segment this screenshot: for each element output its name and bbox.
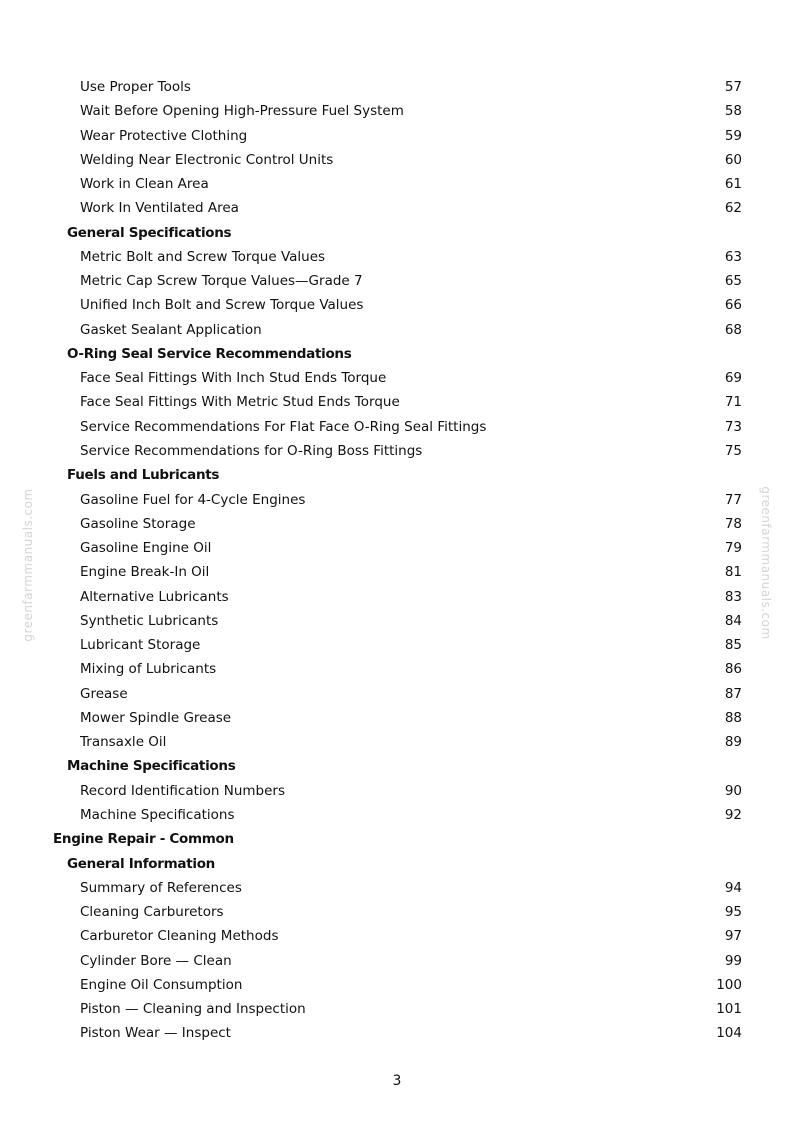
toc-entry-title: Gasoline Storage bbox=[80, 515, 196, 532]
toc-chapter-heading[interactable] bbox=[0, 827, 794, 851]
toc-entry[interactable] bbox=[0, 973, 794, 997]
toc-entry[interactable] bbox=[0, 924, 794, 948]
toc-entry[interactable] bbox=[0, 706, 794, 730]
toc-entry-page: 86 bbox=[724, 661, 742, 678]
toc-entry-title: Service Recommendations For Flat Face O-Ring Seal Fittings bbox=[80, 418, 487, 435]
toc-entry[interactable] bbox=[0, 876, 794, 900]
toc-entry[interactable] bbox=[0, 997, 794, 1021]
toc-entry-page: 59 bbox=[724, 127, 742, 144]
toc-entry-page: 87 bbox=[724, 685, 742, 702]
toc-entry-page: 77 bbox=[724, 491, 742, 508]
toc-entry-page: 99 bbox=[724, 952, 742, 969]
toc-entry-title: Work In Ventilated Area bbox=[80, 200, 239, 217]
toc-entry-title: Face Seal Fittings With Inch Stud Ends Torque bbox=[80, 370, 387, 387]
table-of-contents bbox=[0, 75, 794, 1046]
toc-entry-title: Engine Break-In Oil bbox=[80, 564, 210, 581]
toc-entry-title: Mixing of Lubricants bbox=[80, 661, 217, 678]
toc-entry[interactable] bbox=[0, 900, 794, 924]
toc-entry-title: Summary of References bbox=[80, 879, 242, 896]
toc-entry[interactable] bbox=[0, 633, 794, 657]
toc-entry[interactable] bbox=[0, 585, 794, 609]
toc-entry-title: General Specifications bbox=[67, 224, 232, 241]
toc-entry[interactable] bbox=[0, 196, 794, 220]
toc-entry-title: Mower Spindle Grease bbox=[80, 709, 232, 726]
toc-entry-page: 78 bbox=[724, 515, 742, 532]
toc-entry-page: 73 bbox=[724, 418, 742, 435]
toc-entry-title: Gasoline Fuel for 4-Cycle Engines bbox=[80, 491, 306, 508]
toc-entry-title: Machine Specifications bbox=[80, 806, 235, 823]
toc-entry[interactable] bbox=[0, 949, 794, 973]
toc-entry-title: Record Identification Numbers bbox=[80, 782, 286, 799]
toc-entry[interactable] bbox=[0, 99, 794, 123]
toc-entry[interactable] bbox=[0, 293, 794, 317]
toc-entry[interactable] bbox=[0, 536, 794, 560]
toc-entry-title: Transaxle Oil bbox=[80, 734, 167, 751]
toc-entry[interactable] bbox=[0, 75, 794, 99]
toc-entry-page: 83 bbox=[724, 588, 742, 605]
toc-entry-title: Welding Near Electronic Control Units bbox=[80, 151, 334, 168]
toc-entry-page: 81 bbox=[724, 564, 742, 581]
toc-entry-page: 65 bbox=[724, 273, 742, 290]
toc-entry-title: Service Recommendations for O-Ring Boss Fittings bbox=[80, 442, 423, 459]
toc-entry-page: 85 bbox=[724, 637, 742, 654]
toc-entry-page: 97 bbox=[724, 928, 742, 945]
toc-section-heading[interactable] bbox=[0, 852, 794, 876]
toc-section-heading[interactable] bbox=[0, 221, 794, 245]
toc-entry-page: 69 bbox=[724, 370, 742, 387]
toc-section-heading[interactable] bbox=[0, 754, 794, 778]
toc-entry-page: 90 bbox=[724, 782, 742, 799]
toc-entry-page: 75 bbox=[724, 442, 742, 459]
toc-entry-title: General Information bbox=[67, 855, 215, 872]
toc-entry-page: 61 bbox=[724, 176, 742, 193]
toc-entry-page: 71 bbox=[724, 394, 742, 411]
toc-entry[interactable] bbox=[0, 560, 794, 584]
watermark-left: greenfarmmanuals.com bbox=[21, 488, 35, 642]
toc-entry-page: 58 bbox=[724, 103, 742, 120]
toc-entry[interactable] bbox=[0, 124, 794, 148]
page-number: 3 bbox=[392, 1073, 402, 1089]
toc-entry[interactable] bbox=[0, 803, 794, 827]
toc-entry-page: 101 bbox=[716, 1001, 742, 1018]
toc-entry-page: 79 bbox=[724, 540, 742, 557]
toc-entry-page: 94 bbox=[724, 879, 742, 896]
toc-entry-page: 62 bbox=[724, 200, 742, 217]
toc-entry[interactable] bbox=[0, 657, 794, 681]
toc-entry-title: Alternative Lubricants bbox=[80, 588, 229, 605]
toc-entry-title: Cylinder Bore — Clean bbox=[80, 952, 232, 969]
toc-entry-page: 60 bbox=[724, 151, 742, 168]
toc-entry-page: 66 bbox=[724, 297, 742, 314]
toc-entry[interactable] bbox=[0, 366, 794, 390]
toc-entry-title: Grease bbox=[80, 685, 128, 702]
toc-entry-title: Wear Protective Clothing bbox=[80, 127, 248, 144]
toc-entry-title: Gasket Sealant Application bbox=[80, 321, 262, 338]
toc-entry-title: Metric Cap Screw Torque Values—Grade 7 bbox=[80, 273, 363, 290]
watermark-right: greenfarmmanuals.com bbox=[759, 486, 773, 640]
toc-entry-page: 63 bbox=[724, 248, 742, 265]
toc-entry-title: Synthetic Lubricants bbox=[80, 612, 219, 629]
toc-entry[interactable] bbox=[0, 682, 794, 706]
toc-entry-title: Piston — Cleaning and Inspection bbox=[80, 1001, 306, 1018]
toc-entry-page: 104 bbox=[716, 1025, 742, 1042]
toc-entry[interactable] bbox=[0, 415, 794, 439]
toc-entry-page: 89 bbox=[724, 734, 742, 751]
toc-entry-title: Wait Before Opening High-Pressure Fuel System bbox=[80, 103, 404, 120]
toc-entry[interactable] bbox=[0, 512, 794, 536]
toc-entry-title: Carburetor Cleaning Methods bbox=[80, 928, 279, 945]
toc-entry-title: Lubricant Storage bbox=[80, 637, 201, 654]
toc-entry[interactable] bbox=[0, 609, 794, 633]
toc-entry-title: Engine Repair - Common bbox=[53, 831, 234, 848]
toc-entry[interactable] bbox=[0, 148, 794, 172]
toc-entry[interactable] bbox=[0, 318, 794, 342]
toc-entry[interactable] bbox=[0, 488, 794, 512]
toc-entry-title: Gasoline Engine Oil bbox=[80, 540, 212, 557]
toc-section-heading[interactable] bbox=[0, 463, 794, 487]
toc-entry-title: Cleaning Carburetors bbox=[80, 904, 224, 921]
toc-entry[interactable] bbox=[0, 1021, 794, 1045]
toc-entry-page: 100 bbox=[716, 976, 742, 993]
toc-entry-title: Work in Clean Area bbox=[80, 176, 209, 193]
toc-entry-page: 68 bbox=[724, 321, 742, 338]
toc-entry[interactable] bbox=[0, 390, 794, 414]
toc-entry-title: O-Ring Seal Service Recommendations bbox=[67, 345, 352, 362]
toc-section-heading[interactable] bbox=[0, 342, 794, 366]
toc-entry-title: Unified Inch Bolt and Screw Torque Values bbox=[80, 297, 364, 314]
toc-entry-title: Fuels and Lubricants bbox=[67, 467, 220, 484]
toc-entry-title: Face Seal Fittings With Metric Stud Ends Torque bbox=[80, 394, 400, 411]
toc-entry-page: 92 bbox=[724, 806, 742, 823]
toc-entry[interactable] bbox=[0, 269, 794, 293]
toc-entry-page: 95 bbox=[724, 904, 742, 921]
toc-entry[interactable] bbox=[0, 779, 794, 803]
toc-entry-title: Metric Bolt and Screw Torque Values bbox=[80, 248, 326, 265]
toc-entry-page: 57 bbox=[724, 79, 742, 95]
toc-entry-title: Use Proper Tools bbox=[80, 79, 191, 95]
toc-entry[interactable] bbox=[0, 245, 794, 269]
toc-entry-title: Machine Specifications bbox=[67, 758, 236, 775]
toc-entry[interactable] bbox=[0, 172, 794, 196]
toc-entry[interactable] bbox=[0, 439, 794, 463]
toc-entry-title: Piston Wear — Inspect bbox=[80, 1025, 231, 1042]
toc-entry[interactable] bbox=[0, 730, 794, 754]
toc-entry-page: 84 bbox=[724, 612, 742, 629]
toc-entry-title: Engine Oil Consumption bbox=[80, 976, 243, 993]
toc-entry-page: 88 bbox=[724, 709, 742, 726]
